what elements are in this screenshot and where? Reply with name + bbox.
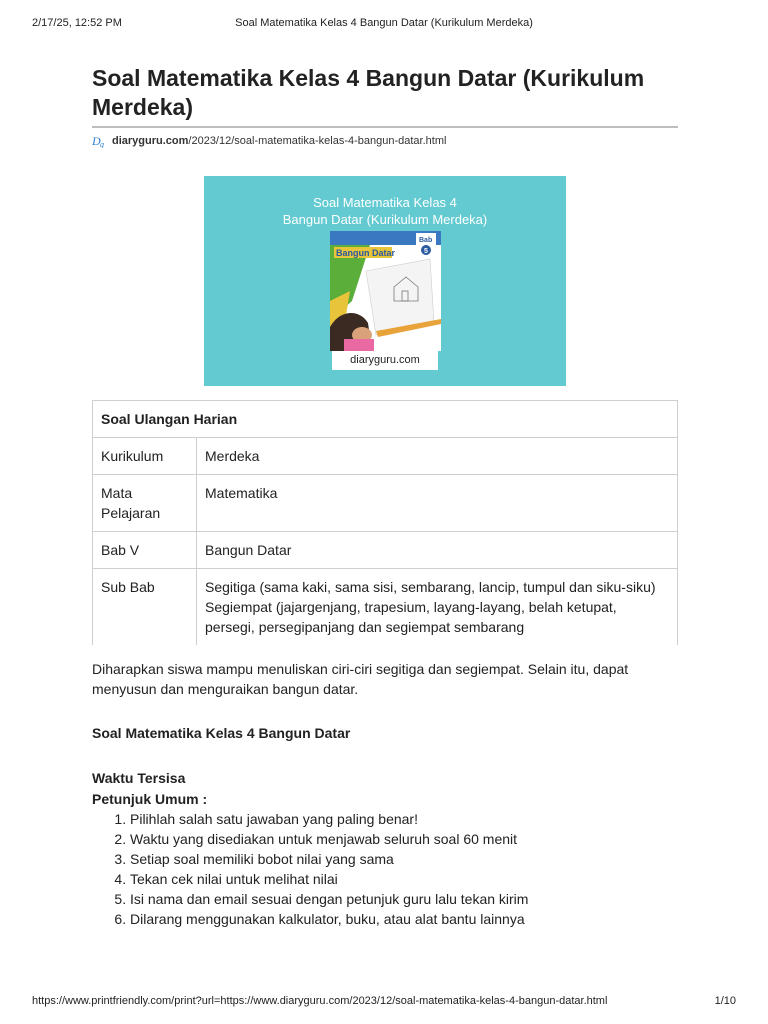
banner-title-line1: Soal Matematika Kelas 4 [313,195,457,210]
print-footer-url: https://www.printfriendly.com/print?url=https://www.diaryguru.com/2023/12/soal-matematika-kelas-4-bangun-datar.html [32,995,608,1007]
list-item: 2. Waktu yang disediakan untuk menjawab seluruh soal 60 menit [130,829,678,849]
table-value: Matematika [197,475,678,532]
table-key: Kurikulum [93,438,197,475]
table-header-row [93,401,678,438]
svg-text:D: D [92,134,101,148]
table-row [93,532,678,569]
list-item: 6. Dilarang menggunakan kalkulator, buku, atau alat bantu lainnya [130,909,678,929]
banner-title [204,194,566,228]
cover-title: Bangun Datar [336,248,396,258]
source-line [92,134,678,148]
table-value-line2: Segiempat (jajargenjang, trapesium, layang-layang, belah ketupat, persegi, persegipanjang dan segiempat sembarang [205,599,617,635]
table-row [93,475,678,532]
petunjuk-label: Petunjuk Umum : [92,791,208,807]
article [92,64,678,929]
info-table [92,400,678,645]
diaryguru-logo-icon [92,134,108,148]
table-value-line1: Segitiga (sama kaki, sama sisi, sembarang, lancip, tumpul dan siku-siku) [205,579,656,595]
list-item: 4. Tekan cek nilai untuk melihat nilai [130,869,678,889]
banner-site-label: diaryguru.com [332,351,438,370]
table-row [93,569,678,646]
intro-paragraph: Diharapkan siswa mampu menuliskan ciri-ciri segitiga dan segiempat. Selain itu, dapat menyusun dan menguraikan bangun datar. [92,661,629,697]
svg-text:g: g [100,140,104,148]
print-header [32,17,736,31]
cover-bab-number: 5 [424,248,428,255]
source-link[interactable] [112,134,446,148]
print-footer [32,995,736,1009]
list-item: 5. Isi nama dan email sesuai dengan petunjuk guru lalu tekan kirim [130,889,678,909]
table-key: Bab V [93,532,197,569]
list-item: 1. Pilihlah salah satu jawaban yang paling benar! [130,809,678,829]
source-domain: diaryguru.com [112,135,189,147]
list-item: 3. Setiap soal memiliki bobot nilai yang sama [130,849,678,869]
table-value [197,569,678,646]
page-title: Soal Matematika Kelas 4 Bangun Datar (Kurikulum Merdeka) [92,64,678,128]
table-row [93,438,678,475]
print-date: 2/17/25, 12:52 PM [32,17,122,29]
banner-title-line2: Bangun Datar (Kurikulum Merdeka) [282,212,488,227]
section-heading: Soal Matematika Kelas 4 Bangun Datar [92,725,351,741]
banner-image [204,176,566,386]
cover-bab-label: Bab [419,237,433,244]
table-header: Soal Ulangan Harian [93,401,678,438]
table-value: Merdeka [197,438,678,475]
table-key: Mata Pelajaran [93,475,197,532]
source-path: /2023/12/soal-matematika-kelas-4-bangun-datar.html [188,135,447,147]
rules-list [92,809,678,929]
table-key: Sub Bab [93,569,197,646]
book-cover-illustration [330,231,441,351]
page-number: 1/10 [714,995,736,1007]
table-value: Bangun Datar [197,532,678,569]
waktu-label: Waktu Tersisa [92,770,186,786]
print-title: Soal Matematika Kelas 4 Bangun Datar (Kurikulum Merdeka) [235,17,533,29]
